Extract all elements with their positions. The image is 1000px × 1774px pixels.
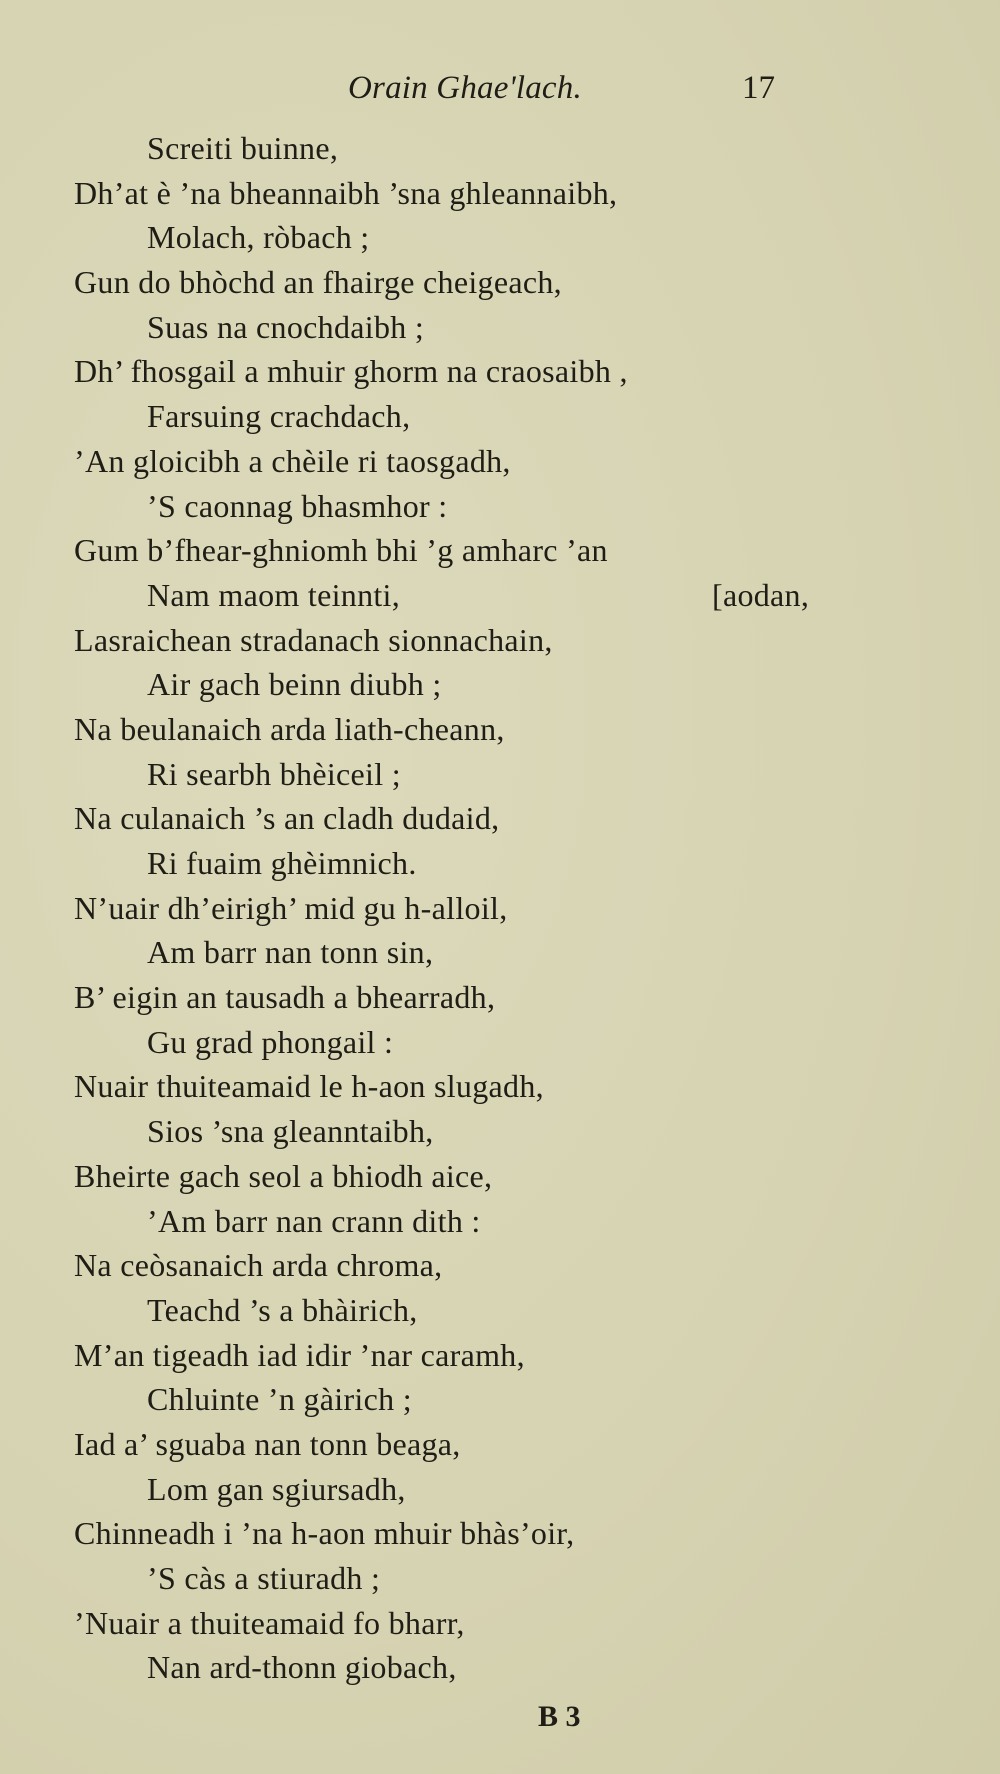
- verse-line: [0, 484, 1000, 529]
- verse-line: [0, 707, 1000, 752]
- verse-line-text: Na beulanaich arda liath-cheann,: [74, 710, 505, 747]
- verse-line-text: Dh’ fhosgail a mhuir ghorm na craosaibh ,: [74, 353, 628, 390]
- verse-line: [0, 1511, 1000, 1556]
- verse-line: [0, 1422, 1000, 1467]
- verse-line: [0, 126, 1000, 171]
- verse-line-text: Na culanaich ’s an cladh dudaid,: [74, 800, 500, 837]
- verse-line: [0, 1243, 1000, 1288]
- verse-line: [0, 1645, 1000, 1690]
- verse-line: [0, 662, 1000, 707]
- verse-line-text: Teachd ’s a bhàirich,: [147, 1291, 418, 1328]
- verse-line: [0, 1467, 1000, 1512]
- verse-line-text: Nam maom teinnti,: [147, 576, 401, 613]
- verse-line-text: N’uair dh’eirigh’ mid gu h-alloil,: [74, 889, 508, 926]
- verse-line-text: Gum b’fhear-ghniomh bhi ’g amharc ’an: [74, 532, 608, 569]
- page-number: 17: [742, 70, 775, 106]
- verse-line-text: Bheirte gach seol a bhiodh aice,: [74, 1157, 493, 1194]
- page-header: [0, 70, 1000, 114]
- verse-line: [0, 1020, 1000, 1065]
- verse-line-text: Gun do bhòchd an fhairge cheigeach,: [74, 264, 562, 301]
- verse-line-text: Dh’at è ’na bheannaibh ’sna ghleannaibh,: [74, 174, 618, 211]
- verse-line: [0, 886, 1000, 931]
- verse-line: [0, 975, 1000, 1020]
- verse-line-text: Farsuing crachdach,: [147, 398, 411, 435]
- verse-line-text: ’Nuair a thuiteamaid fo bharr,: [74, 1604, 465, 1641]
- verse-line: [0, 1154, 1000, 1199]
- verse-line: [0, 528, 1000, 573]
- verse-line-text: Molach, ròbach ;: [147, 219, 370, 256]
- verse-line: [0, 573, 1000, 618]
- verse-line: [0, 215, 1000, 260]
- verse-line-text: Lasraichean stradanach sionnachain,: [74, 621, 553, 658]
- verse-line-text: ’An gloicibh a chèile ri taosgadh,: [74, 442, 511, 479]
- running-title: Orain Ghae'lach.: [348, 70, 582, 106]
- verse-line: [0, 1601, 1000, 1646]
- verse-line: [0, 1109, 1000, 1154]
- verse-line: [0, 171, 1000, 216]
- verse-line: [0, 752, 1000, 797]
- verse-line: [0, 1288, 1000, 1333]
- verse-line-text: Suas na cnochdaibh ;: [147, 308, 425, 345]
- verse-line: [0, 349, 1000, 394]
- signature-mark: B 3: [538, 1700, 581, 1733]
- verse-line-text: Na ceòsanaich arda chroma,: [74, 1247, 443, 1284]
- verse-line-carryover: [aodan,: [712, 576, 810, 613]
- verse-line-text: Screiti buinne,: [147, 130, 339, 166]
- verse-line: [0, 1556, 1000, 1601]
- verse-line-text: Gu grad phongail :: [147, 1023, 394, 1060]
- verse-line-text: Ri searbh bhèiceil ;: [147, 755, 401, 792]
- verse-line-text: Nuair thuiteamaid le h-aon slugadh,: [74, 1068, 544, 1105]
- verse-line-text: Air gach beinn diubh ;: [147, 666, 442, 703]
- verse-line-text: ’S càs a stiuradh ;: [147, 1560, 381, 1596]
- verse-line: [0, 1333, 1000, 1378]
- verse-line-text: Ri fuaim ghèimnich.: [147, 845, 417, 881]
- verse-line: [0, 930, 1000, 975]
- verse-line-text: M’an tigeadh iad idir ’nar caramh,: [74, 1336, 525, 1373]
- verse-line-text: Iad a’ sguaba nan tonn beaga,: [74, 1425, 461, 1462]
- verse-line: [0, 1064, 1000, 1109]
- verse-line: [0, 841, 1000, 886]
- verse-line-text: ’Am barr nan crann dith :: [147, 1202, 481, 1239]
- verse-line: [0, 305, 1000, 350]
- verse-line-text: Am barr nan tonn sin,: [147, 934, 434, 971]
- verse-line-text: Lom gan sgiursadh,: [147, 1470, 406, 1507]
- verse-line: [0, 260, 1000, 305]
- verse-line-text: B’ eigin an tausadh a bhearradh,: [74, 979, 496, 1016]
- verse-line: [0, 618, 1000, 663]
- poem-verse: [0, 126, 1000, 1690]
- verse-line-text: Sios ’sna gleanntaibh,: [147, 1113, 434, 1150]
- verse-line-text: Chinneadh i ’na h-aon mhuir bhàs’oir,: [74, 1515, 575, 1552]
- verse-line-text: Chluinte ’n gàirich ;: [147, 1381, 412, 1418]
- verse-line: [0, 394, 1000, 439]
- verse-line-text: ’S caonnag bhasmhor :: [147, 487, 448, 524]
- verse-line-text: Nan ard-thonn giobach,: [147, 1649, 457, 1686]
- verse-line: [0, 1199, 1000, 1244]
- verse-line: [0, 439, 1000, 484]
- verse-line: [0, 1377, 1000, 1422]
- verse-line: [0, 796, 1000, 841]
